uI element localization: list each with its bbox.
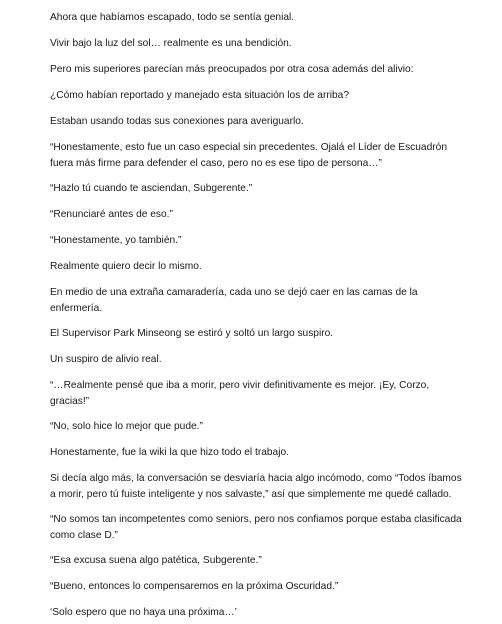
paragraph: Pero mis superiores parecían más preocupados por otra cosa además del alivio: xyxy=(50,64,414,75)
paragraph: “Honestamente, esto fue un caso especial sin precedentes. Ojalá el Líder de Escuadrón fuera más firme para defender el caso, pero no es ese tipo de persona…” xyxy=(50,142,447,169)
paragraph: El Supervisor Park Minseong se estiró y soltó un largo suspiro. xyxy=(50,328,334,339)
paragraph: Ahora que habíamos escapado, todo se sentía genial. xyxy=(50,12,295,23)
paragraph: Si decía algo más, la conversación se desviaría hacia algo incómodo, como “Todos íbamos a morir, pero tú fuiste inteligente y nos salvaste,” así que simplemente me quedé callado. xyxy=(50,473,462,500)
paragraph: “Hazlo tú cuando te asciendan, Subgerente.” xyxy=(50,183,253,194)
paragraph: Estaban usando todas sus conexiones para averiguarlo. xyxy=(50,116,304,127)
paragraph: “No, solo hice lo mejor que pude.” xyxy=(50,421,203,432)
paragraph: “Renunciaré antes de eso.” xyxy=(50,209,173,220)
paragraph: ‘Solo espero que no haya una próxima…’ xyxy=(50,607,237,618)
paragraph: “…Realmente pensé que iba a morir, pero vivir definitivamente es mejor. ¡Ey, Corzo, gracias!” xyxy=(50,380,430,407)
paragraph: Un suspiro de alivio real. xyxy=(50,354,162,365)
paragraph: Realmente quiero decir lo mismo. xyxy=(50,261,202,272)
paragraph: Vivir bajo la luz del sol… realmente es una bendición. xyxy=(50,38,292,49)
paragraph: “Esa excusa suena algo patética, Subgerente.” xyxy=(50,555,262,566)
paragraph: En medio de una extraña camaradería, cada uno se dejó caer en las camas de la enfermería. xyxy=(50,287,418,314)
paragraph: “Bueno, entonces lo compensaremos en la próxima Oscuridad.” xyxy=(50,581,339,592)
paragraph: ¿Cómo habían reportado y manejado esta situación los de arriba? xyxy=(50,90,350,101)
paragraph: Honestamente, fue la wiki la que hizo todo el trabajo. xyxy=(50,447,289,458)
paragraph: “Honestamente, yo también.” xyxy=(50,235,182,246)
paragraph: “No somos tan incompetentes como seniors, pero nos confiamos porque estaba clasificada como clase D.” xyxy=(50,514,462,541)
